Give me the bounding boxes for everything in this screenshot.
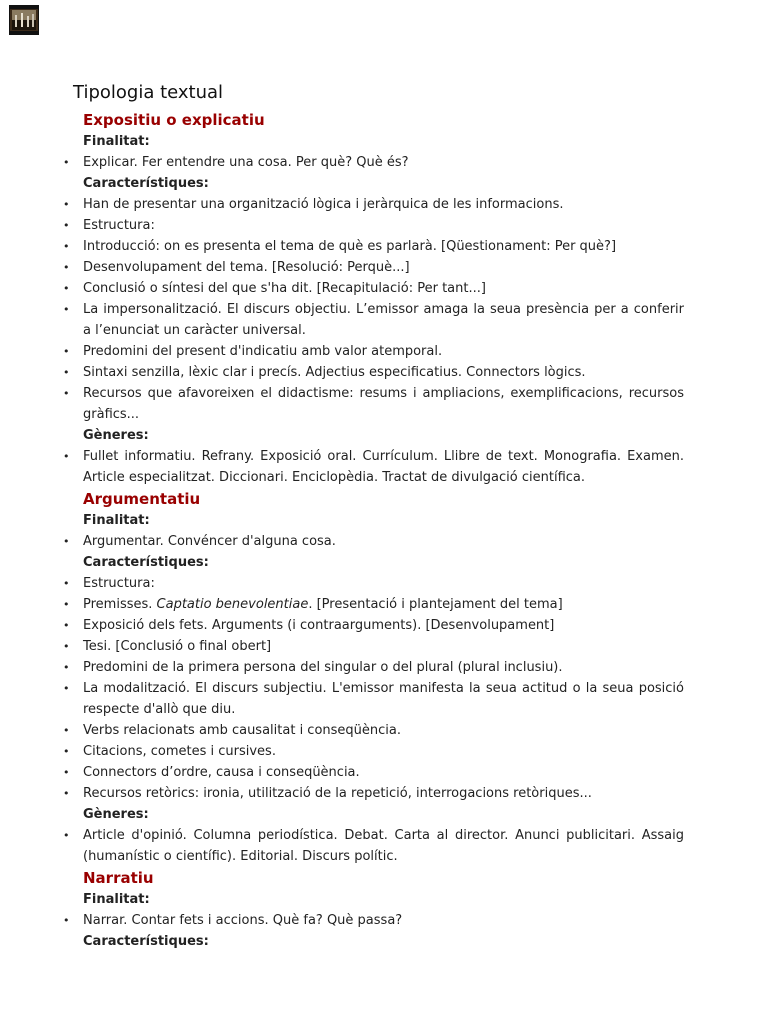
bullet-icon: • <box>63 282 70 295</box>
section-heading: Argumentatiu <box>83 490 201 508</box>
list-item-text: Tesi. [Conclusió o final obert] <box>83 639 272 654</box>
bullet-icon: • <box>63 829 70 842</box>
list-item-text: Predomini del present d'indicatiu amb valor atemporal. <box>83 344 443 359</box>
film-frame-icon <box>10 6 38 34</box>
bullet-icon: • <box>63 661 70 674</box>
finalitat-label: Finalitat: <box>83 892 150 907</box>
bullet-list <box>60 152 684 173</box>
bullet-icon: • <box>63 156 70 169</box>
bullet-icon: • <box>63 535 70 548</box>
list-item-text: Article d'opinió. Columna periodística. Debat. Carta al director. Anunci publicitari. Assaig (humanístic o científic). Editorial. Discurs polític. <box>83 828 684 864</box>
list-item <box>60 720 684 741</box>
list-item <box>60 531 684 552</box>
bullet-icon: • <box>63 577 70 590</box>
bullet-icon: • <box>63 682 70 695</box>
logo-image <box>9 5 39 35</box>
list-item-text: Connectors d’ordre, causa i conseqüència. <box>83 765 360 780</box>
bullet-icon: • <box>63 387 70 400</box>
list-item <box>60 636 684 657</box>
list-item <box>60 152 684 173</box>
list-item-text: Narrar. Contar fets i accions. Què fa? Què passa? <box>83 913 403 928</box>
caracteristiques-label: Característiques: <box>83 555 209 570</box>
list-item <box>60 383 684 425</box>
list-item <box>60 194 684 215</box>
list-item-text: La modalització. El discurs subjectiu. L'emissor manifesta la seua actitud o la seua posició respecte d'allò que diu. <box>83 681 684 717</box>
bullet-icon: • <box>63 914 70 927</box>
list-item-text: Premisses. <box>83 597 157 612</box>
list-item <box>60 573 684 594</box>
caracteristiques-label: Característiques: <box>83 176 209 191</box>
bullet-icon: • <box>63 198 70 211</box>
list-item <box>60 910 684 931</box>
caracteristiques-label: Característiques: <box>83 934 209 949</box>
bullet-icon: • <box>63 303 70 316</box>
list-item-text: Introducció: on es presenta el tema de què es parlarà. [Qüestionament: Per què?] <box>83 239 617 254</box>
section-heading: Expositiu o explicatiu <box>83 111 265 129</box>
list-item-text: Exposició dels fets. Arguments (i contraarguments). [Desenvolupament] <box>83 618 555 633</box>
list-item-text: . [Presentació i plantejament del tema] <box>308 597 563 612</box>
list-item-text: Han de presentar una organització lògica i jeràrquica de les informacions. <box>83 197 564 212</box>
list-item <box>60 215 684 236</box>
bullet-list <box>60 825 684 867</box>
list-item <box>60 341 684 362</box>
list-item <box>60 783 684 804</box>
list-item <box>60 446 684 488</box>
bullet-list <box>60 446 684 488</box>
finalitat-label: Finalitat: <box>83 134 150 149</box>
bullet-icon: • <box>63 787 70 800</box>
bullet-icon: • <box>63 345 70 358</box>
list-item-text: Desenvolupament del tema. [Resolució: Perquè...] <box>83 260 410 275</box>
bullet-icon: • <box>63 261 70 274</box>
list-item-text: Sintaxi senzilla, lèxic clar i precís. Adjectius especificatius. Connectors lògics. <box>83 365 586 380</box>
bullet-icon: • <box>63 598 70 611</box>
list-item <box>60 741 684 762</box>
list-item-text: Estructura: <box>83 218 155 233</box>
list-item <box>60 825 684 867</box>
list-item-text: Recursos que afavoreixen el didactisme: resums i ampliacions, exemplificacions, recursos gràfics... <box>83 386 684 422</box>
bullet-icon: • <box>63 619 70 632</box>
bullet-icon: • <box>63 240 70 253</box>
list-item-text: Verbs relacionats amb causalitat i conseqüència. <box>83 723 402 738</box>
page-title: Tipologia textual <box>73 82 224 103</box>
list-item-text: Predomini de la primera persona del singular o del plural (plural inclusiu). <box>83 660 563 675</box>
bullet-icon: • <box>63 640 70 653</box>
list-item-text: Recursos retòrics: ironia, utilització de la repetició, interrogacions retòriques... <box>83 786 592 801</box>
list-item <box>60 678 684 720</box>
bullet-icon: • <box>63 724 70 737</box>
list-item-text: La impersonalització. El discurs objectiu. L’emissor amaga la seua presència per a conferir a l’enunciat un caràcter universal. <box>83 302 684 338</box>
list-item <box>60 362 684 383</box>
list-item <box>60 594 684 615</box>
list-item-text: Citacions, cometes i cursives. <box>83 744 276 759</box>
list-item <box>60 257 684 278</box>
list-item-text: Estructura: <box>83 576 155 591</box>
list-item <box>60 299 684 341</box>
bullet-list <box>60 531 684 552</box>
finalitat-label: Finalitat: <box>83 513 150 528</box>
generes-label: Gèneres: <box>83 807 149 822</box>
bullet-list <box>60 910 684 931</box>
list-item-text: Explicar. Fer entendre una cosa. Per què? Què és? <box>83 155 409 170</box>
list-item-text: Argumentar. Convéncer d'alguna cosa. <box>83 534 336 549</box>
bullet-icon: • <box>63 766 70 779</box>
list-item <box>60 278 684 299</box>
bullet-icon: • <box>63 219 70 232</box>
list-item-italic-text: Captatio benevolentiae <box>156 597 309 612</box>
list-item-text: Fullet informatiu. Refrany. Exposició oral. Currículum. Llibre de text. Monografia. Examen. Article especialitzat. Diccionari. Enciclopèdia. Tractat de divulgació científica. <box>83 449 684 485</box>
list-item <box>60 762 684 783</box>
bullet-icon: • <box>63 450 70 463</box>
list-item-text: Conclusió o síntesi del que s'ha dit. [Recapitulació: Per tant...] <box>83 281 486 296</box>
list-item <box>60 615 684 636</box>
list-item <box>60 657 684 678</box>
section-heading: Narratiu <box>83 869 154 887</box>
bullet-list <box>60 194 684 425</box>
bullet-list <box>60 573 684 804</box>
bullet-icon: • <box>63 366 70 379</box>
list-item <box>60 236 684 257</box>
document-body <box>60 109 684 952</box>
generes-label: Gèneres: <box>83 428 149 443</box>
bullet-icon: • <box>63 745 70 758</box>
